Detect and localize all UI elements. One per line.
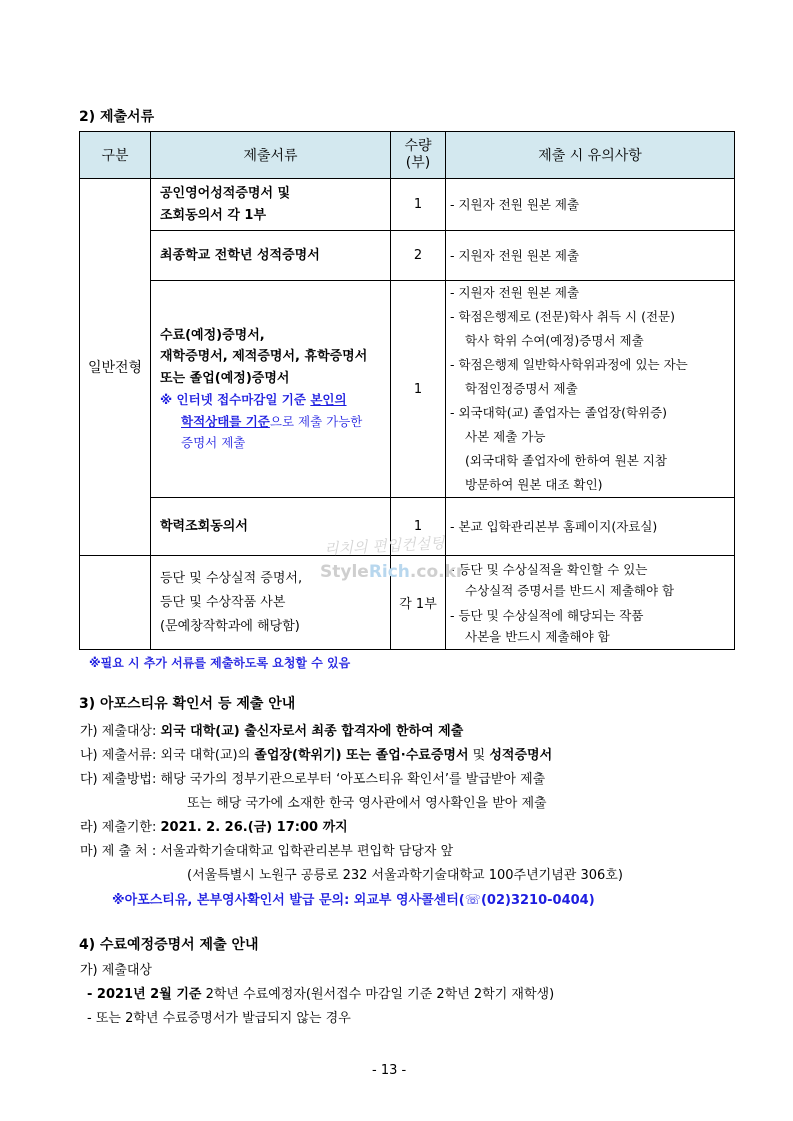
- item-label: 가) 제출대상:: [80, 724, 157, 739]
- table-footnote: ※필요 시 추가 서류를 제출하도록 요청할 수 있음: [89, 656, 351, 670]
- item-text: 서울과학기술대학교 입학관리본부 편입학 담당자 앞: [160, 844, 454, 859]
- table-header-row: [80, 132, 735, 179]
- note-line: (외국대학 졸업자에 한하여 원본 지참: [465, 453, 667, 468]
- quantity-cell: 1: [391, 498, 446, 556]
- note-line: - 지원자 전원 원본 제출: [450, 285, 580, 300]
- item-text-bold: 졸업장(학위기) 또는 졸업·수료증명서: [254, 748, 469, 763]
- section4-list-item: - 또는 2학년 수료증명서가 발급되지 않는 경우: [87, 1011, 351, 1026]
- doc-name-cell: [151, 281, 391, 498]
- note-line: - 학점은행제로 (전문)학사 취득 시 (전문): [450, 309, 676, 324]
- note-line: - 등단 및 수상실적에 해당되는 작품: [450, 607, 644, 623]
- section3-item-method: [80, 768, 545, 787]
- quantity-cell: 2: [391, 231, 446, 281]
- item-text-bold: 2021. 2. 26.(금) 17:00 까지: [160, 820, 348, 835]
- doc-name-cell: [151, 179, 391, 231]
- item-text: 및: [472, 748, 486, 763]
- quantity-cell: 1: [391, 179, 446, 231]
- doc-name-line: 또는 졸업(예정)증명서: [160, 370, 290, 386]
- note-line: 학사 학위 수여(예정)증명서 제출: [465, 333, 644, 348]
- section3-item-method-line2: 또는 해당 국가에 소재한 한국 영사관에서 영사확인을 받아 제출: [187, 796, 547, 811]
- empty-category-cell: [80, 556, 151, 650]
- item-text: 외국 대학(교)의: [160, 748, 251, 763]
- remark-prefix: ※ 인터넷 접수마감일 기준: [160, 392, 311, 407]
- category-cell: 일반전형: [80, 179, 151, 556]
- table-row: [80, 179, 735, 231]
- watermark-url: [320, 562, 464, 582]
- header-documents: 제출서류: [151, 132, 391, 179]
- note-line: - 본교 입학관리본부 홈페이지(자료실): [450, 519, 658, 534]
- header-notes: 제출 시 유의사항: [446, 132, 735, 179]
- quantity-cell: 각 1부: [391, 556, 446, 650]
- header-quantity-label: 수량: [404, 138, 432, 154]
- section4-item-target: 가) 제출대상: [80, 963, 152, 978]
- watermark-url-part: Rich: [368, 562, 410, 582]
- note-line: 수상실적 증명서를 반드시 제출해야 함: [465, 582, 675, 598]
- item-text: 해당 국가의 정부기관으로부터 ‘아포스티유 확인서’를 발급받아 제출: [160, 772, 546, 787]
- section3-item-destination: [80, 840, 453, 859]
- header-quantity: [391, 132, 446, 179]
- note-line: - 학점은행제 일반학사학위과정에 있는 자는: [450, 357, 688, 372]
- watermark-url-part: Style: [320, 562, 369, 582]
- note-line: 학점인정증명서 제출: [465, 381, 578, 396]
- page-number: - 13 -: [372, 1063, 407, 1078]
- doc-name-line: 공인영어성적증명서 및: [160, 185, 291, 201]
- doc-name-line: (문예창작학과에 해당함): [160, 618, 300, 634]
- note-cell: [446, 498, 735, 556]
- remark-end: 증명서 제출: [181, 435, 246, 450]
- note-cell: [446, 231, 735, 281]
- item-text: 외국 대학(교) 출신자로서 최종 합격자에 한하여 제출: [160, 724, 464, 739]
- quantity-cell: 1: [391, 281, 446, 498]
- note-line: - 외국대학(교) 졸업자는 졸업장(학위증): [450, 405, 668, 420]
- table-row: [80, 281, 735, 498]
- watermark-url-part: .co.kr: [409, 562, 465, 582]
- note-cell: [446, 556, 735, 650]
- item-label: 다) 제출방법:: [80, 772, 157, 787]
- doc-name-line: 학력조회동의서: [160, 518, 248, 534]
- section3-item-target: [80, 720, 463, 739]
- doc-name-line: 수료(예정)증명서,: [160, 327, 265, 343]
- header-category: 구분: [80, 132, 151, 179]
- section3-item-documents: [80, 744, 552, 763]
- note-line: 방문하여 원본 대조 확인): [465, 477, 603, 492]
- note-cell: [446, 281, 735, 498]
- remark-mid: 으로 제출 가능한: [269, 413, 363, 429]
- doc-name-line: 등단 및 수상실적 증명서,: [160, 570, 303, 586]
- doc-name-cell: [151, 231, 391, 281]
- doc-name-line: 조회동의서 각 1부: [160, 207, 267, 223]
- section2-heading: 2) 제출서류: [79, 109, 155, 125]
- item-text: 2학년 수료예정자(원서접수 마감일 기준 2학년 2학기 재학생): [205, 987, 555, 1002]
- item-label: 나) 제출서류:: [80, 748, 157, 763]
- item-label: 마) 제 출 처 :: [80, 844, 157, 859]
- doc-name-line: 재학증명서, 제적증명서, 휴학증명서: [160, 349, 368, 364]
- item-label: 라) 제출기한:: [80, 820, 157, 835]
- note-line: 사본 제출 가능: [465, 429, 546, 444]
- item-text-bold: 성적증명서: [489, 748, 553, 763]
- apostille-inquiry-note: ※아포스티유, 본부영사확인서 발급 문의: 외교부 영사콜센터(☏(02)3210-0404): [112, 893, 595, 908]
- doc-remark: [160, 389, 390, 454]
- section3-heading: 3) 아포스티유 확인서 등 제출 안내: [79, 696, 296, 712]
- header-quantity-unit: (부): [405, 155, 431, 171]
- note-line: - 지원자 전원 원본 제출: [450, 197, 580, 212]
- remark-bold: 본인의: [310, 392, 347, 407]
- section4-heading: 4) 수료예정증명서 제출 안내: [79, 937, 259, 953]
- section4-list-item: [87, 983, 554, 1002]
- note-line: 사본을 반드시 제출해야 함: [465, 628, 610, 644]
- doc-name-line: 최종학교 전학년 성적증명서: [160, 247, 320, 263]
- item-text-bold: - 2021년 2월 기준: [87, 987, 202, 1002]
- table-row: [80, 231, 735, 281]
- section3-item-deadline: [80, 816, 348, 835]
- doc-name-line: 등단 및 수상작품 사본: [160, 594, 286, 610]
- section3-item-destination-line2: (서울특별시 노원구 공릉로 232 서울과학기술대학교 100주년기념관 306호): [187, 868, 623, 883]
- watermark-korean: 리치의 편입컨설팅: [323, 533, 446, 559]
- note-cell: [446, 179, 735, 231]
- remark-bold2: 학적상태를 기준: [181, 413, 270, 429]
- note-line: - 등단 및 수상실적을 확인할 수 있는: [450, 561, 648, 577]
- note-line: - 지원자 전원 원본 제출: [450, 248, 580, 263]
